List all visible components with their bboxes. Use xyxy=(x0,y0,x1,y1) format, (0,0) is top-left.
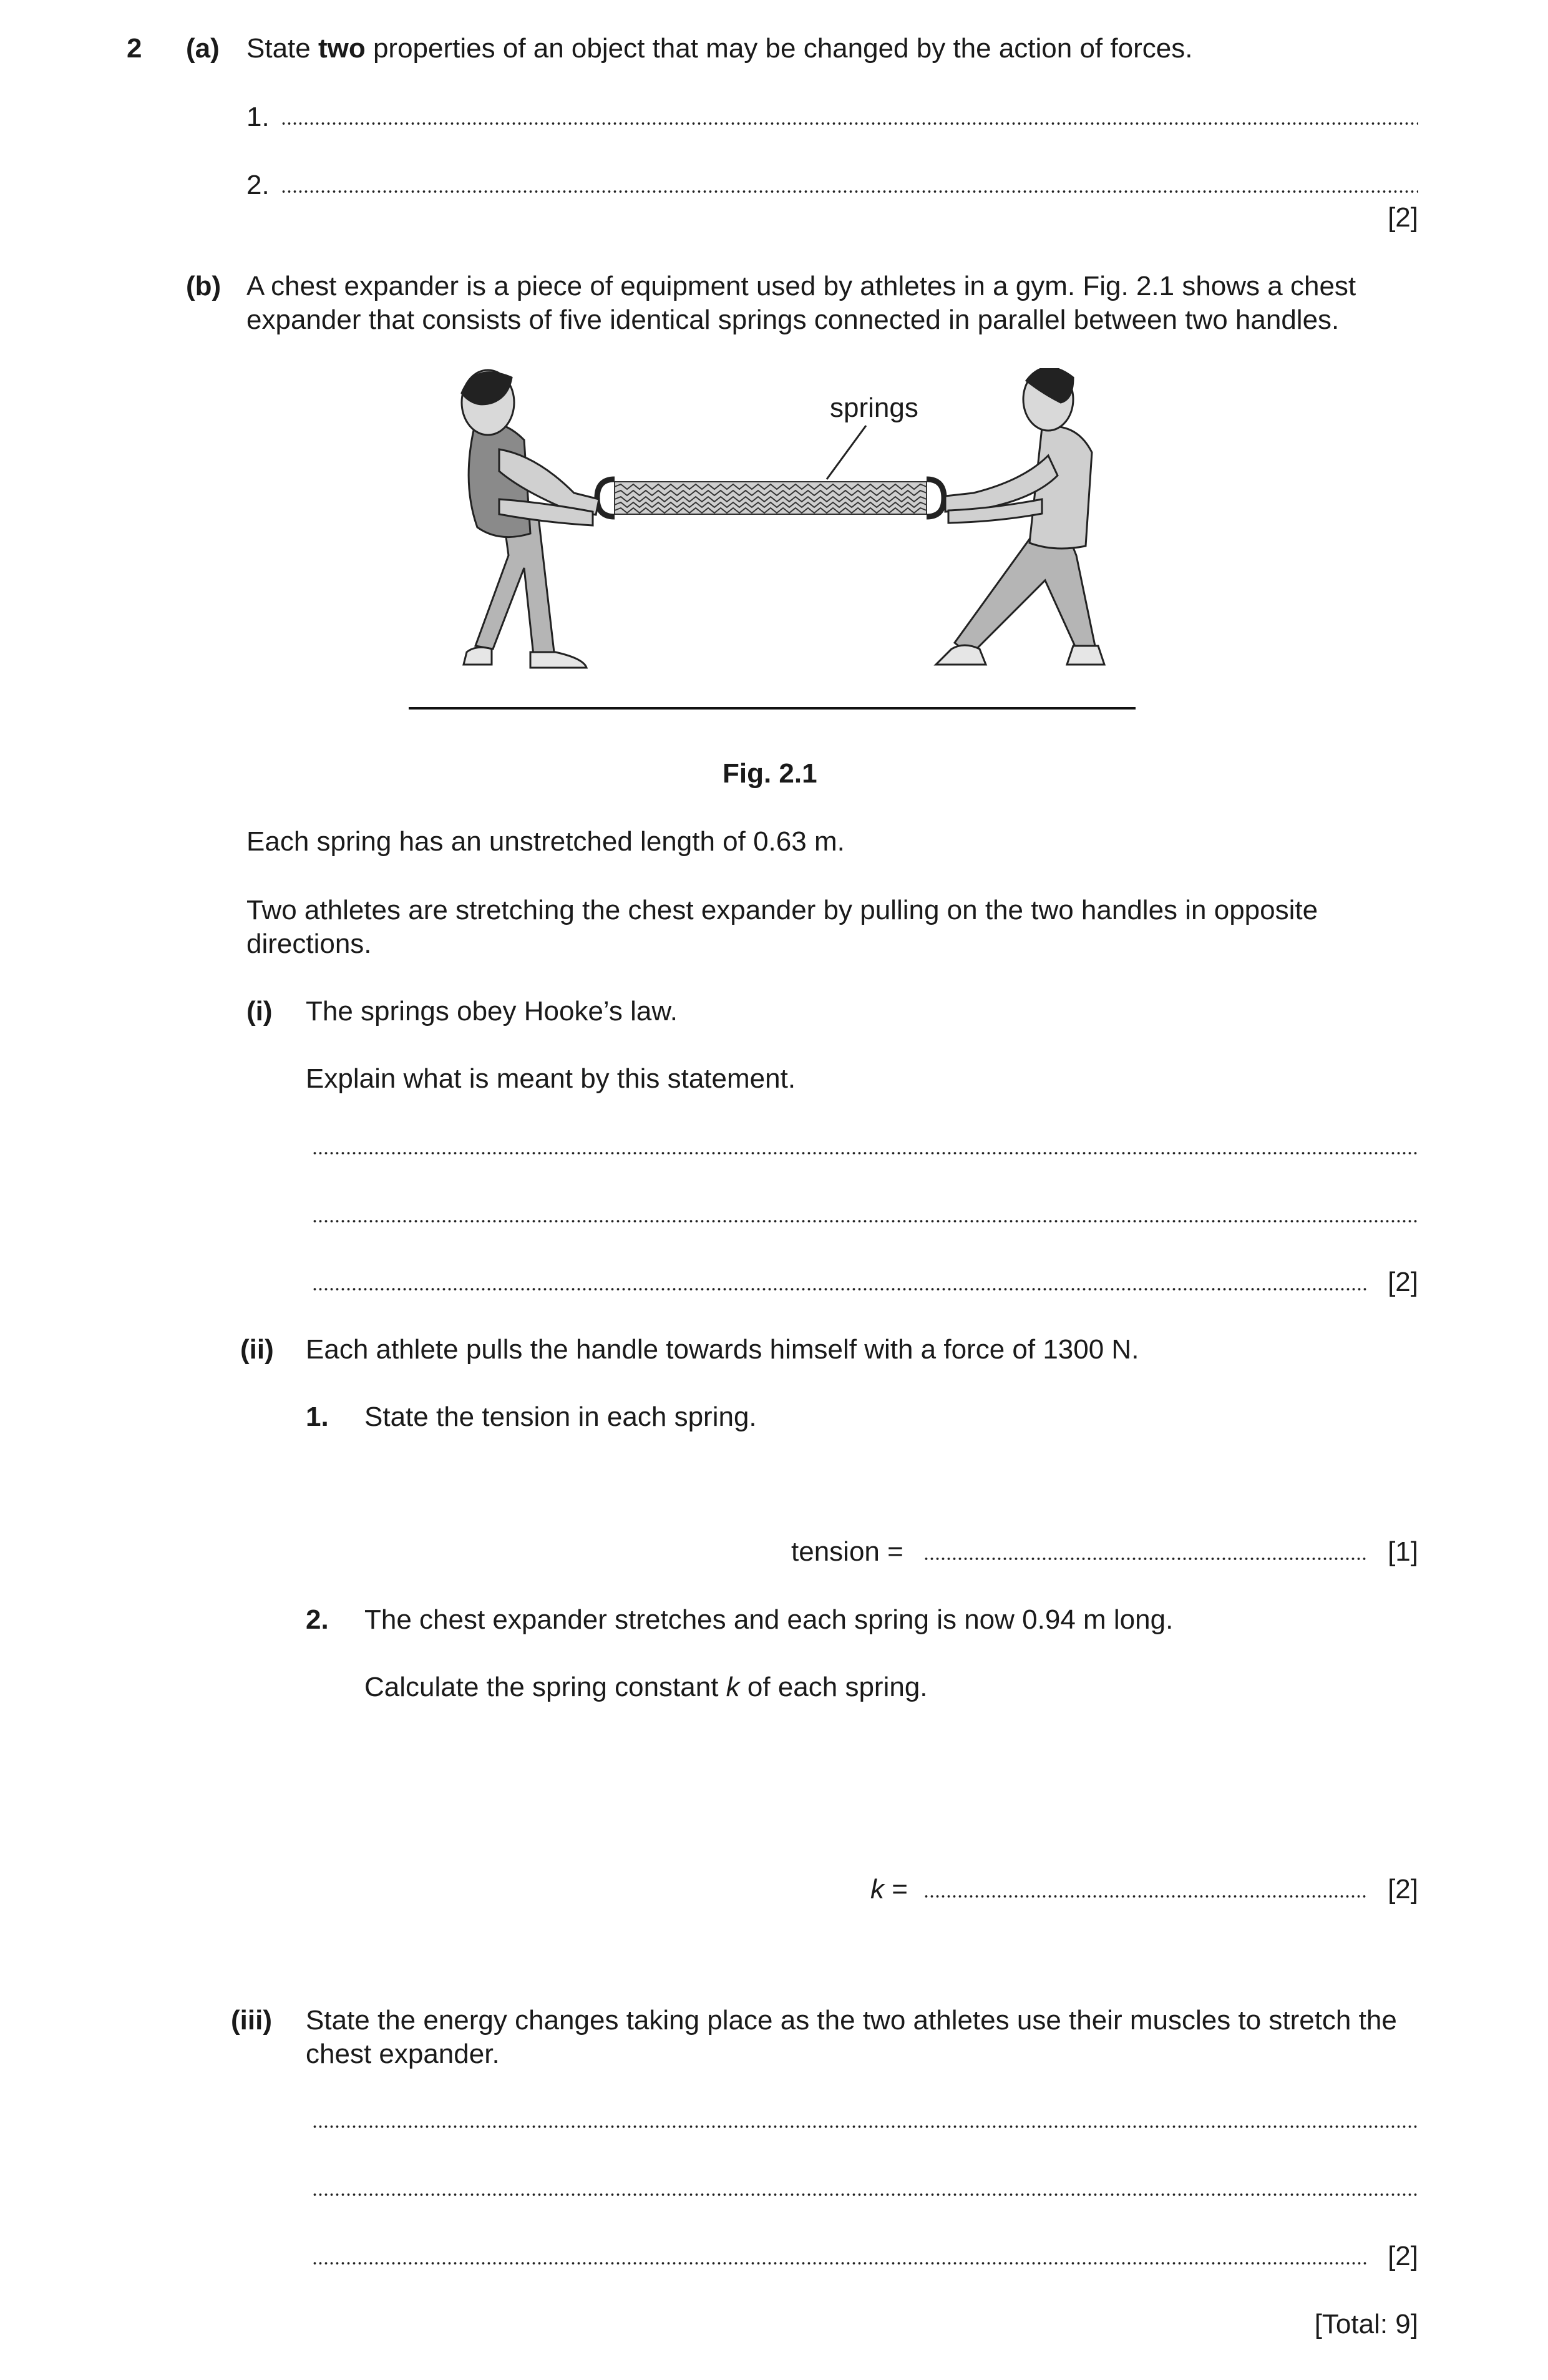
tension-answer-line[interactable] xyxy=(923,1557,1366,1561)
answer-line-iii-3[interactable] xyxy=(312,2261,1366,2265)
answer-line-2-number: 2. xyxy=(246,170,270,200)
part-b-ii-1-text: State the tension in each spring. xyxy=(364,1402,757,1432)
k-answer-line[interactable] xyxy=(923,1895,1366,1898)
answer-line-iii-1[interactable] xyxy=(312,2125,1418,2129)
k-answer-label: k = xyxy=(870,1874,908,1904)
part-b-intro: A chest expander is a piece of equipment used by athletes in a gym. Fig. 2.1 shows a chest expander that consists of five identical springs connected in parallel between two handles. xyxy=(246,271,1356,335)
question-number: 2 xyxy=(127,33,142,64)
right-handle-icon xyxy=(927,479,944,517)
springs-icon xyxy=(615,482,927,514)
part-b-i-prompt: Explain what is meant by this statement. xyxy=(306,1063,796,1094)
part-b-label: (b) xyxy=(186,271,221,301)
part-b-ii-label: (ii) xyxy=(240,1334,274,1365)
paragraph-unstretched-length: Each spring has an unstretched length of 0.63 m. xyxy=(246,826,845,857)
answer-line-1-number: 1. xyxy=(246,102,270,132)
part-b-ii-1-marks: [1] xyxy=(1388,1536,1418,1567)
part-b-i-text: The springs obey Hooke’s law. xyxy=(306,996,678,1027)
answer-line-i-2[interactable] xyxy=(312,1219,1418,1223)
answer-line-i-3[interactable] xyxy=(312,1287,1366,1291)
chest-expander-figure xyxy=(406,368,1142,718)
part-a-marks: [2] xyxy=(1388,202,1418,233)
left-handle-icon xyxy=(597,479,615,517)
part-b-ii-2-marks: [2] xyxy=(1388,1874,1418,1904)
part-b-ii-text: Each athlete pulls the handle towards himself with a force of 1300 N. xyxy=(306,1334,1139,1365)
right-athlete-icon xyxy=(936,368,1104,665)
part-b-iii-marks: [2] xyxy=(1388,2241,1418,2271)
part-b-ii-2-prompt: Calculate the spring constant k of each spring. xyxy=(364,1672,928,1702)
part-b-iii-text: State the energy changes taking place as the two athletes use their muscles to stretch the chest expander. xyxy=(306,2005,1397,2069)
answer-line-1[interactable] xyxy=(281,122,1418,125)
answer-line-iii-2[interactable] xyxy=(312,2193,1418,2197)
springs-label: springs xyxy=(830,393,918,423)
paragraph-athletes: Two athletes are stretching the chest expander by pulling on the two handles in opposite directions. xyxy=(246,895,1318,959)
answer-line-i-1[interactable] xyxy=(312,1151,1418,1155)
figure-caption: Fig. 2.1 xyxy=(723,758,817,789)
part-b-i-label: (i) xyxy=(246,996,273,1027)
tension-answer-label: tension = xyxy=(791,1536,903,1567)
part-b-ii-2-text: The chest expander stretches and each spring is now 0.94 m long. xyxy=(364,1604,1174,1635)
total-marks: [Total: 9] xyxy=(1314,2309,1418,2339)
part-a-label: (a) xyxy=(186,33,220,64)
springs-label-pointer xyxy=(827,426,866,479)
part-b-iii-label: (iii) xyxy=(231,2005,272,2036)
left-athlete-icon xyxy=(462,370,599,668)
part-b-ii-1-number: 1. xyxy=(306,1402,329,1432)
part-b-ii-2-number: 2. xyxy=(306,1604,329,1635)
answer-line-2[interactable] xyxy=(281,190,1418,193)
part-b-i-marks: [2] xyxy=(1388,1267,1418,1297)
part-a-question: State two properties of an object that may be changed by the action of forces. xyxy=(246,33,1193,64)
